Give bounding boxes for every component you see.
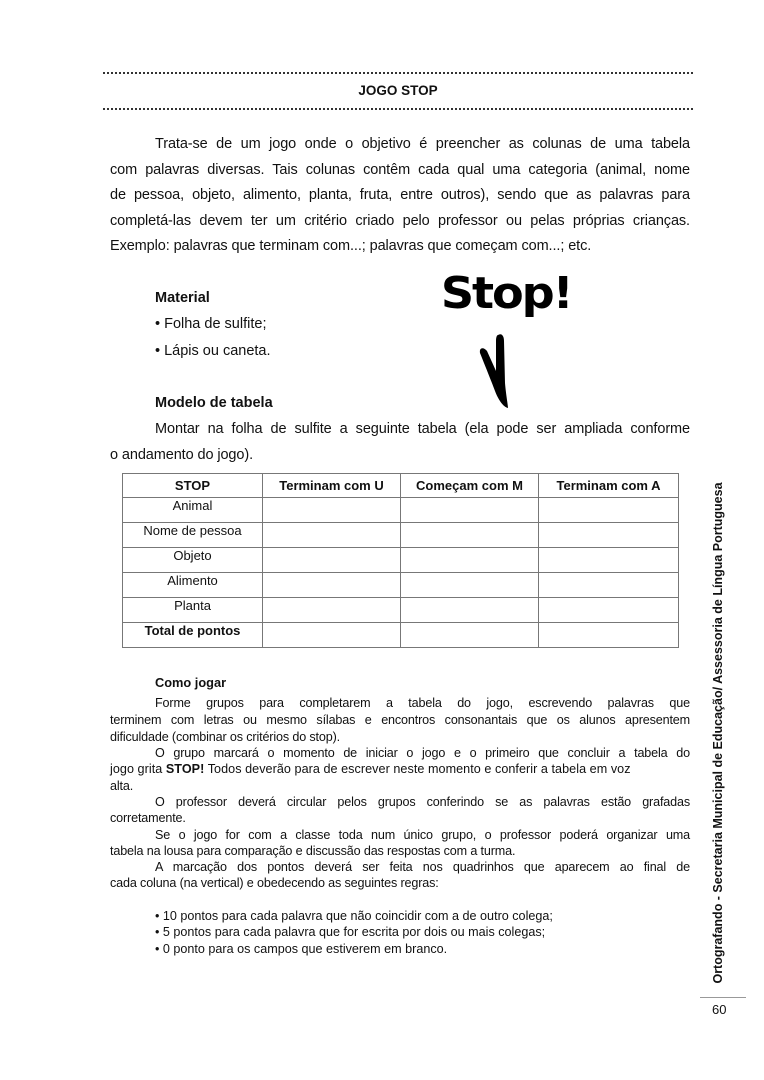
material-item: • Lápis ou caneta. bbox=[155, 343, 271, 359]
table-row bbox=[123, 498, 679, 523]
table-header: Terminam com U bbox=[263, 474, 401, 498]
rule-item: • 10 pontos para cada palavra que não coincidir com a de outro colega; bbox=[155, 909, 553, 923]
como-line bbox=[110, 762, 690, 776]
stop-emphasis: STOP! bbox=[165, 762, 205, 776]
stop-table bbox=[122, 473, 679, 648]
como-line: alta. bbox=[110, 779, 134, 793]
modelo-line: Montar na folha de sulfite a seguinte tabela (ela pode ser ampliada conforme bbox=[155, 421, 690, 437]
table-row bbox=[123, 623, 679, 648]
como-line: A marcação dos pontos deverá ser feita nos quadrinhos que aparecem ao final de bbox=[155, 860, 690, 874]
page-number: 60 bbox=[712, 1002, 727, 1017]
dotted-rule bbox=[103, 72, 693, 74]
table-row bbox=[123, 598, 679, 623]
table-header-row bbox=[123, 474, 679, 498]
sidebar-text: Ortografando - Secretaria Municipal de Educação/ Assessoria de Língua Portuguesa bbox=[711, 481, 725, 984]
rule-item: • 5 pontos para cada palavra que for escrita por dois ou mais colegas; bbox=[155, 925, 546, 939]
table-header: Começam com M bbox=[401, 474, 539, 498]
text: jogo grita bbox=[110, 762, 166, 776]
modelo-line: o andamento do jogo). bbox=[110, 447, 254, 463]
material-item: • Folha de sulfite; bbox=[155, 316, 267, 332]
row-label: Objeto bbox=[123, 548, 263, 573]
intro-line: com palavras diversas. Tais colunas contêm cada qual uma categoria (animal, nome bbox=[110, 162, 690, 178]
text: Todos deverão para de escrever neste momento e conferir a tabela em voz bbox=[204, 762, 631, 776]
hand-icon bbox=[478, 333, 514, 409]
como-line: dificuldade (combinar os critérios do stop). bbox=[110, 730, 340, 744]
como-line: O grupo marcará o momento de iniciar o jogo e o primeiro que concluir a tabela do bbox=[155, 746, 690, 760]
rule-item: • 0 ponto para os campos que estiverem em branco. bbox=[155, 942, 448, 956]
dotted-rule bbox=[103, 108, 693, 110]
material-heading: Material bbox=[155, 290, 210, 306]
como-heading: Como jogar bbox=[155, 675, 227, 690]
intro-line: de pessoa, objeto, alimento, planta, fruta, entre outros), sendo que as palavras para bbox=[110, 187, 690, 203]
como-line: Forme grupos para completarem a tabela do jogo, escrevendo palavras que bbox=[155, 696, 690, 710]
como-line: cada coluna (na vertical) e obedecendo as seguintes regras: bbox=[110, 876, 439, 890]
intro-line: Exemplo: palavras que terminam com...; palavras que começam com...; etc. bbox=[110, 238, 592, 254]
table-row bbox=[123, 573, 679, 598]
table-header: Terminam com A bbox=[539, 474, 679, 498]
como-line: Se o jogo for com a classe toda num único grupo, o professor poderá organizar uma bbox=[155, 828, 690, 842]
stop-image-text: Stop! bbox=[440, 268, 572, 319]
sidebar-caption bbox=[706, 475, 730, 990]
como-line: terminem com letras ou mesmo sílabas e encontros consonantais que os alunos apresentem bbox=[110, 713, 690, 727]
como-line: tabela na lousa para comparação e discussão das respostas com a turma. bbox=[110, 844, 516, 858]
table-row bbox=[123, 523, 679, 548]
row-label: Nome de pessoa bbox=[123, 523, 263, 548]
row-label: Total de pontos bbox=[123, 623, 263, 648]
page-number-rule bbox=[700, 997, 746, 998]
row-label: Animal bbox=[123, 498, 263, 523]
intro-line: completá-las devem ter um critério criado pelo professor ou pelas próprias crianças. bbox=[110, 213, 690, 229]
table-row bbox=[123, 548, 679, 573]
modelo-heading: Modelo de tabela bbox=[155, 395, 273, 411]
como-line: O professor deverá circular pelos grupos conferindo se as palavras estão grafadas bbox=[155, 795, 690, 809]
intro-line: Trata-se de um jogo onde o objetivo é preencher as colunas de uma tabela bbox=[155, 136, 690, 152]
page-title: JOGO STOP bbox=[358, 83, 438, 98]
como-line: corretamente. bbox=[110, 811, 186, 825]
row-label: Alimento bbox=[123, 573, 263, 598]
row-label: Planta bbox=[123, 598, 263, 623]
table-header: STOP bbox=[123, 474, 263, 498]
